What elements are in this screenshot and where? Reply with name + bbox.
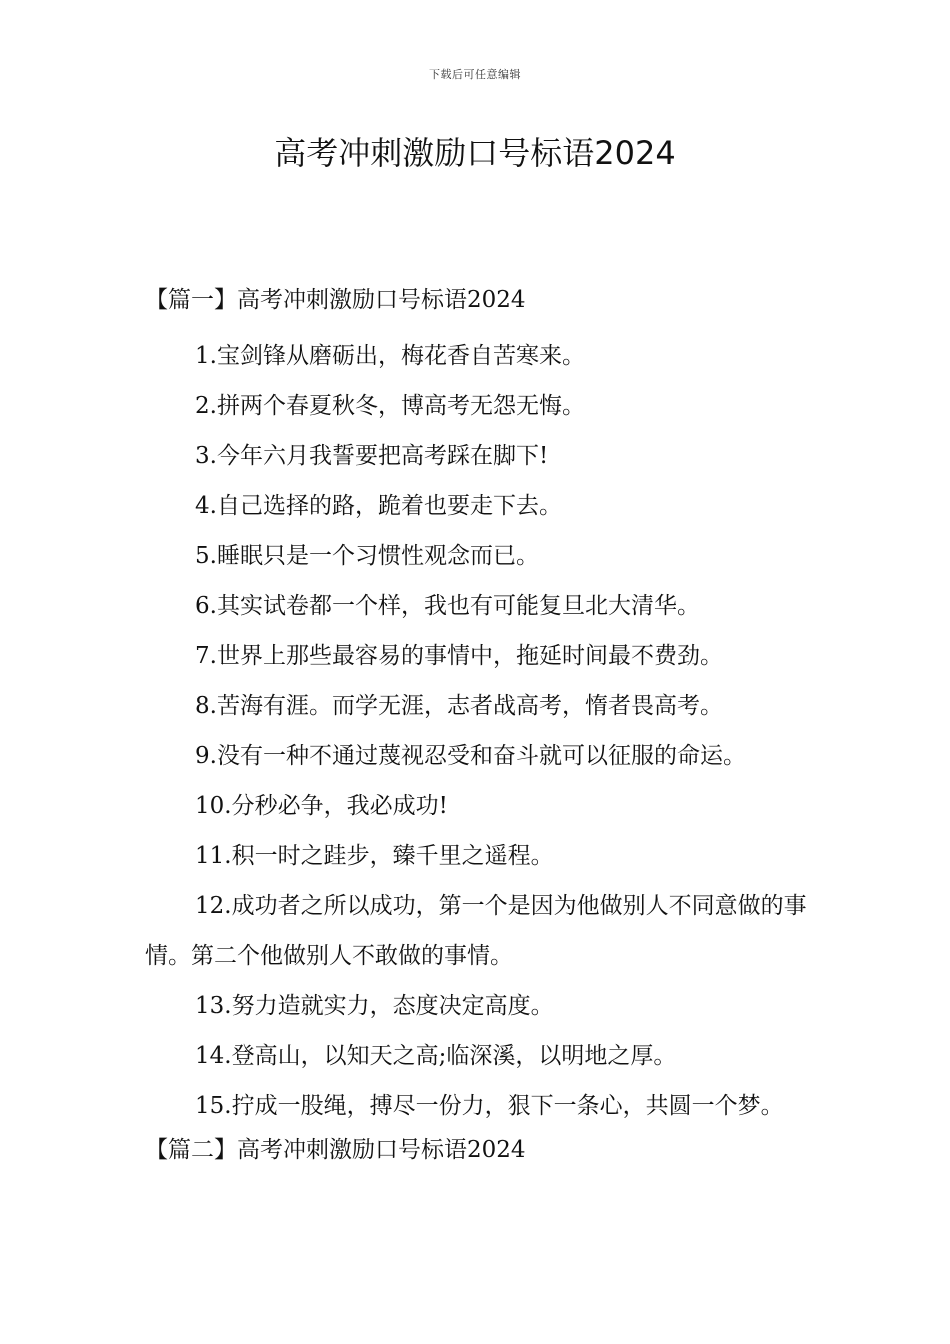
- header-note: 下载后可任意编辑: [429, 68, 521, 81]
- list-item: 6.其实试卷都一个样，我也有可能复旦北大清华。: [195, 593, 700, 619]
- list-item: 11.积一时之跬步，臻千里之遥程。: [195, 843, 554, 869]
- list-item: 5.睡眠只是一个习惯性观念而已。: [195, 543, 539, 569]
- list-item: 2.拼两个春夏秋冬，博高考无怨无悔。: [195, 393, 585, 419]
- section-heading-1: 【篇一】高考冲刺激励口号标语2024: [145, 287, 526, 313]
- list-item: 1.宝剑锋从磨砺出，梅花香自苦寒来。: [195, 343, 585, 369]
- list-item: 7.世界上那些最容易的事情中，拖延时间最不费劲。: [195, 643, 723, 669]
- list-item: 15.拧成一股绳，搏尽一份力，狠下一条心，共圆一个梦。: [195, 1093, 784, 1119]
- list-item: 14.登高山，以知天之高;临深溪，以明地之厚。: [195, 1043, 677, 1069]
- document-body: [145, 281, 810, 1181]
- list-item: 12.成功者之所以成功，第一个是因为他做别人不同意做的事情。第二个他做别人不敢做的事情。: [145, 893, 807, 969]
- page-title: 高考冲刺激励口号标语2024: [274, 134, 676, 172]
- list-item: 8.苦海有涯。而学无涯，志者战高考，惰者畏高考。: [195, 693, 723, 719]
- list-item: 3.今年六月我誓要把高考踩在脚下!: [195, 443, 549, 469]
- list-item: 10.分秒必争，我必成功!: [195, 793, 448, 819]
- list-item: 13.努力造就实力，态度决定高度。: [195, 993, 554, 1019]
- list-item: 9.没有一种不通过蔑视忍受和奋斗就可以征服的命运。: [195, 743, 746, 769]
- section-heading-2: 【篇二】高考冲刺激励口号标语2024: [145, 1137, 526, 1163]
- list-item: 4.自己选择的路，跪着也要走下去。: [195, 493, 562, 519]
